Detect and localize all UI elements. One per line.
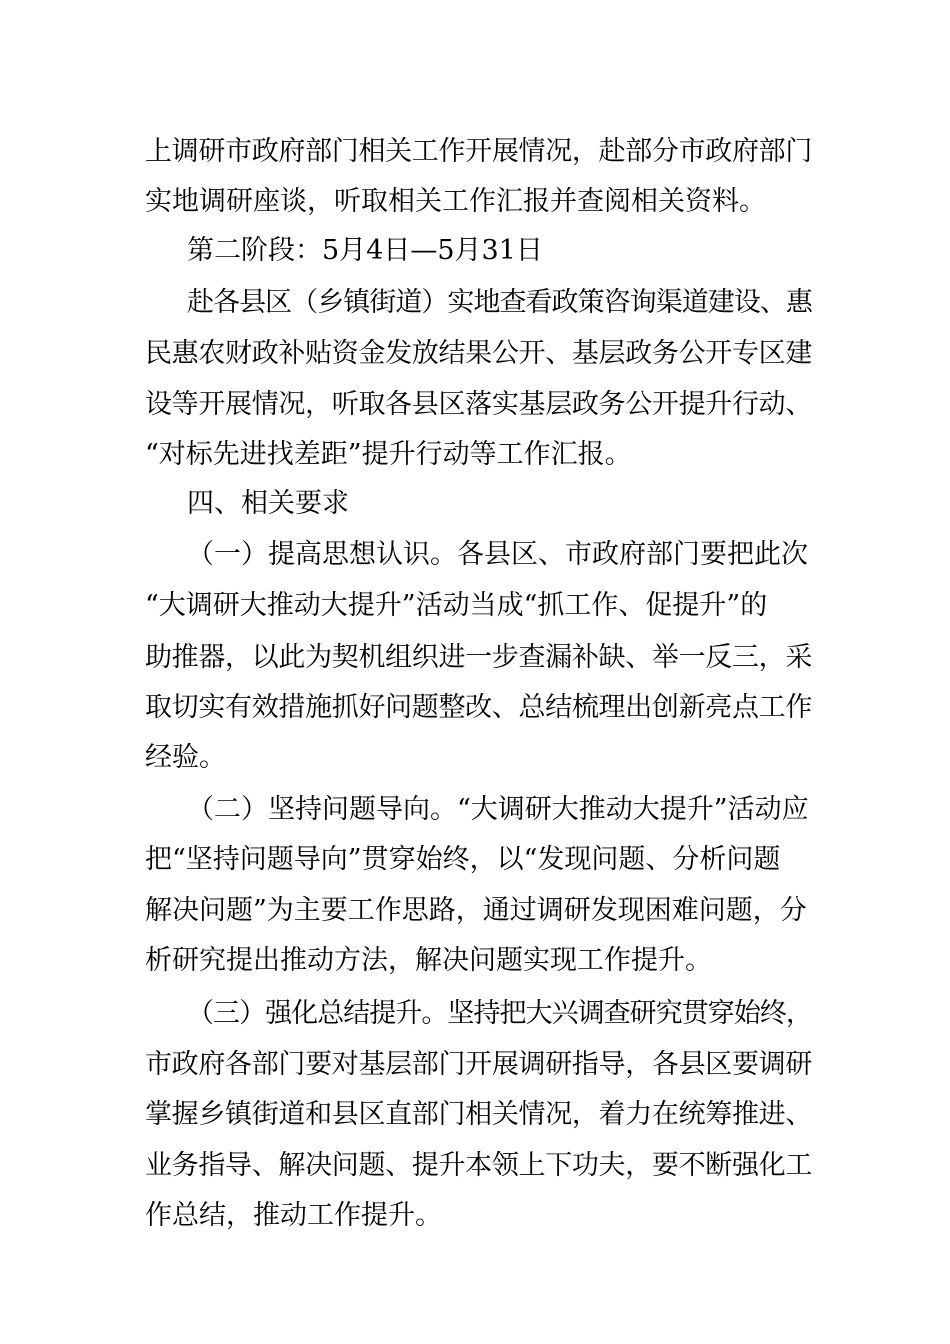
- text-line-11: 助推器，以此为契机组织进一步查漏补缺、举一反三，采: [145, 642, 812, 673]
- text-line-4: 赴各县区（乡镇街道）实地查看政策咨询渠道建设、惠: [187, 287, 812, 318]
- text-line-14: （二）坚持问题导向。“大调研大推动大提升”活动应: [187, 794, 809, 825]
- text-line-13: 经验。: [145, 742, 226, 773]
- section-four-heading: 四、相关要求: [187, 488, 349, 519]
- text-line-18: （三）强化总结提升。坚持把大兴调查研究贯穿始终，: [187, 998, 812, 1029]
- text-line-15: 把“坚持问题导向”贯穿始终，以“发现问题、分析问题: [145, 844, 781, 875]
- stage-two-heading: 第二阶段：5月4日—5月31日: [187, 235, 543, 266]
- text-line-12: 取切实有效措施抓好问题整改、总结梳理出创新亮点工作: [145, 692, 812, 723]
- text-line-2: 实地调研座谈，听取相关工作汇报并查阅相关资料。: [145, 186, 766, 217]
- text-line-10: “大调研大推动大提升”活动当成“抓工作、促提升”的: [145, 590, 768, 621]
- text-line-19: 市政府各部门要对基层部门开展调研指导，各县区要调研: [145, 1049, 812, 1080]
- text-line-16: 解决问题”为主要工作思路，通过调研发现困难问题，分: [145, 895, 807, 926]
- text-line-6: 设等开展情况，听取各县区落实基层政务公开提升行动、: [145, 389, 812, 420]
- text-line-1: 上调研市政府部门相关工作开展情况，赴部分市政府部门: [145, 136, 812, 167]
- text-line-22: 作总结，推动工作提升。: [145, 1200, 442, 1231]
- text-line-20: 掌握乡镇街道和县区直部门相关情况，着力在统筹推进、: [145, 1099, 812, 1130]
- text-line-9: （一）提高思想认识。各县区、市政府部门要把此次: [187, 539, 808, 570]
- text-line-5: 民惠农财政补贴资金发放结果公开、基层政务公开专区建: [145, 338, 812, 369]
- text-line-21: 业务指导、解决问题、提升本领上下功夫，要不断强化工: [145, 1150, 812, 1181]
- text-line-7: “对标先进找差距”提升行动等工作汇报。: [145, 439, 632, 470]
- text-line-17: 析研究提出推动方法，解决问题实现工作提升。: [145, 945, 712, 976]
